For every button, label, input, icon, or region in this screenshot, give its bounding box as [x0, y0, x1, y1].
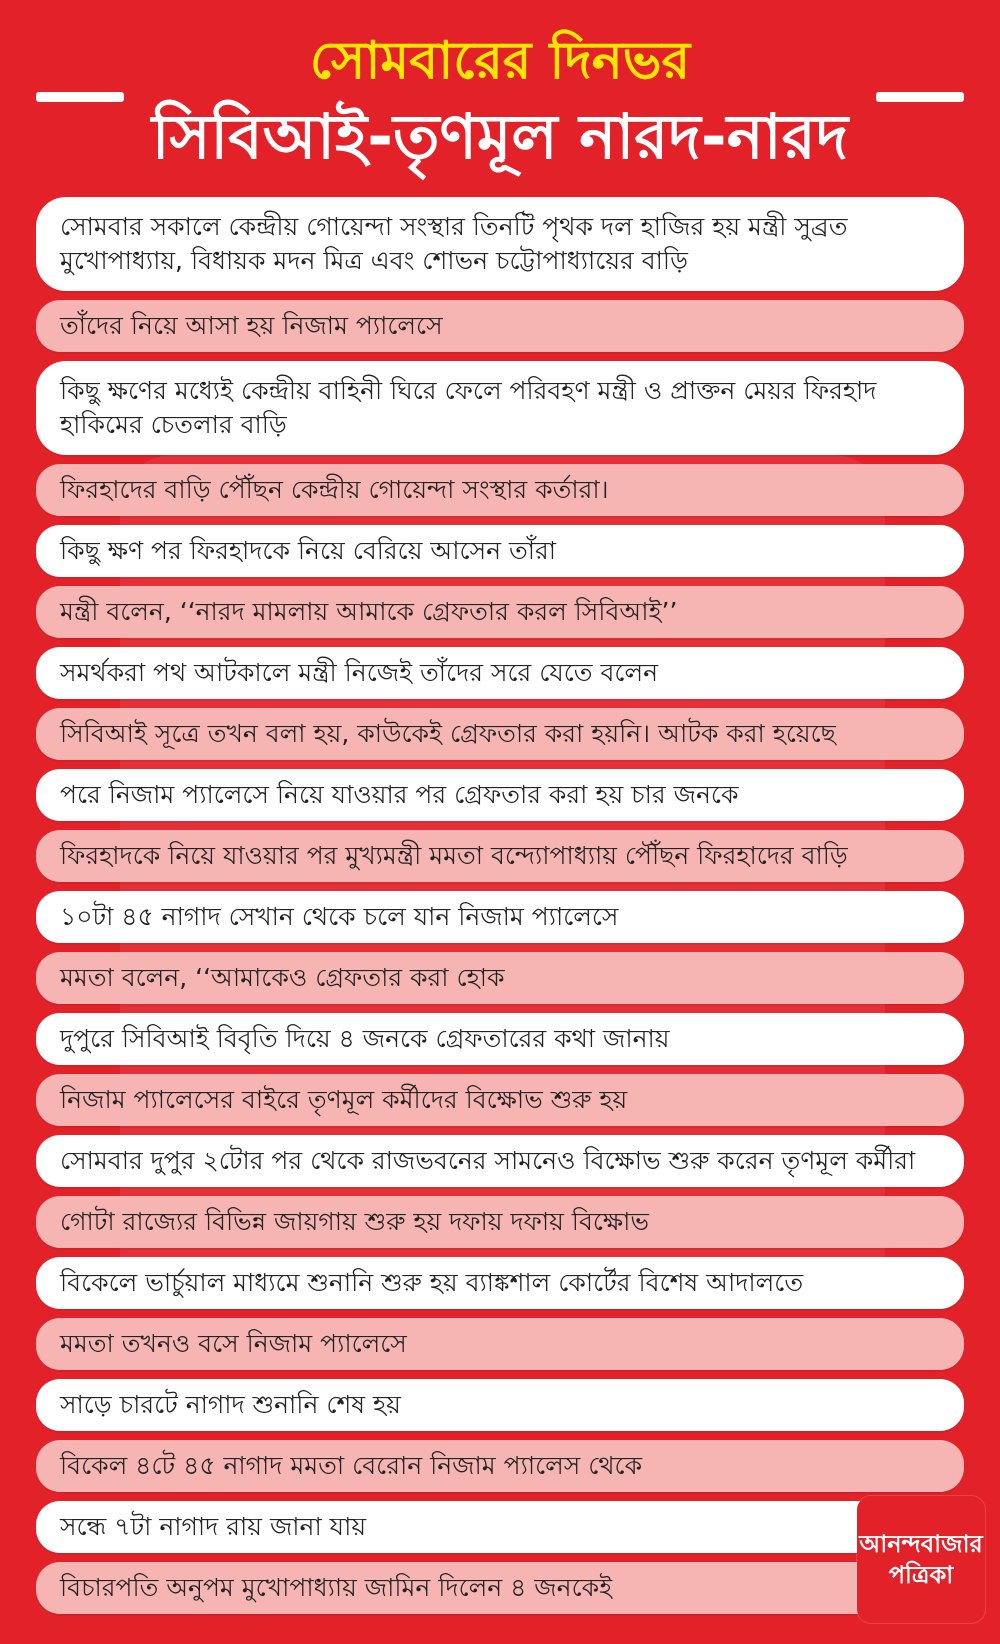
timeline-item-text: তাঁদের নিয়ে আসা হয় নিজাম প্যালেসে: [60, 311, 443, 340]
timeline-item-text: কিছু ক্ষণ পর ফিরহাদকে নিয়ে বেরিয়ে আসেন তাঁরা: [60, 536, 556, 565]
timeline-item-text: সন্ধে ৭টা নাগাদ রায় জানা যায়: [60, 1512, 367, 1541]
timeline-item: [36, 1379, 964, 1431]
timeline-item-text: সোমবার দুপুর ২টোর পর থেকে রাজভবনের সামনেও বিক্ষোভ শুরু করেন তৃণমূল কর্মীরা: [60, 1146, 916, 1175]
timeline-item-text: বিকেল ৪টে ৪৫ নাগাদ মমতা বেরোন নিজাম প্যালেস থেকে: [60, 1451, 643, 1480]
timeline-item-text: কিছু ক্ষণের মধ্যেই কেন্দ্রীয় বাহিনী ঘিরে ফেলে পরিবহণ মন্ত্রী ও প্রাক্তন মেয়র ফিরহাদ হাকিমের চেতলার বাড়ি: [60, 376, 877, 439]
timeline-list: [36, 197, 964, 1623]
timeline-item: [36, 1135, 964, 1187]
timeline-item-text: মন্ত্রী বলেন, ‘‘নারদ মামলায় আমাকে গ্রেফতার করল সিবিআই’’: [60, 597, 678, 626]
anandabazar-logo: [857, 1496, 985, 1623]
timeline-item-text: সিবিআই সূত্রে তখন বলা হয়, কাউকেই গ্রেফতার করা হয়নি। আটক করা হয়েছে: [60, 719, 836, 748]
timeline-item-text: দুপুরে সিবিআই বিবৃতি দিয়ে ৪ জনকে গ্রেফতারের কথা জানায়: [60, 1024, 670, 1053]
timeline-item: [36, 647, 964, 699]
timeline-item: [36, 361, 964, 455]
logo-line-1: আনন্দবাজার: [859, 1529, 983, 1558]
timeline-item: [36, 708, 964, 760]
timeline-item-text: ফিরহাদকে নিয়ে যাওয়ার পর মুখ্যমন্ত্রী মমতা বন্দ্যোপাধ্যায় পৌঁছন ফিরহাদের বাড়ি: [60, 841, 848, 870]
page-title: সিবিআই-তৃণমূল নারদ-নারদ: [151, 100, 849, 173]
timeline-item: [36, 300, 964, 352]
timeline-item: [36, 1501, 964, 1553]
timeline-item-text: গোটা রাজ্যের বিভিন্ন জায়গায় শুরু হয় দফায় দফায় বিক্ষোভ: [60, 1207, 650, 1236]
timeline-item: [36, 1196, 964, 1248]
timeline-item-text: বিচারপতি অনুপম মুখোপাধ্যায় জামিন দিলেন ৪ জনকেই: [60, 1573, 613, 1602]
timeline-item: [36, 769, 964, 821]
timeline-item-text: পরে নিজাম প্যালেসে নিয়ে যাওয়ার পর গ্রেফতার করা হয় চার জনকে: [60, 780, 739, 809]
timeline-item: [36, 1440, 964, 1492]
timeline-item: [36, 952, 964, 1004]
logo-line-2: পত্রিকা: [888, 1560, 954, 1589]
timeline-item: [36, 1318, 964, 1370]
timeline-item-text: সমর্থকরা পথ আটকালে মন্ত্রী নিজেই তাঁদের সরে যেতে বলেন: [60, 658, 659, 687]
timeline-item: [36, 891, 964, 943]
timeline-item: [36, 1013, 964, 1065]
timeline-item-text: ১০টা ৪৫ নাগাদ সেখান থেকে চলে যান নিজাম প্যালেসে: [60, 902, 619, 931]
timeline-item-text: নিজাম প্যালেসের বাইরে তৃণমূল কর্মীদের বিক্ষোভ শুরু হয়: [60, 1085, 628, 1114]
timeline-item-text: সোমবার সকালে কেন্দ্রীয় গোয়েন্দা সংস্থার তিনটি পৃথক দল হাজির হয় মন্ত্রী সুব্রত মুখোপাধ্যায়, বিধায়ক মদন মিত্র এবং শোভন চট্টোপাধ্যায়ের বাড়ি: [60, 212, 848, 275]
timeline-item: [36, 1074, 964, 1126]
timeline-item: [36, 197, 964, 291]
timeline-item-text: বিকেলে ভার্চুয়াল মাধ্যমে শুনানি শুরু হয় ব্যাঙ্কশাল কোর্টের বিশেষ আদালতে: [60, 1268, 804, 1297]
timeline-item: [36, 586, 964, 638]
infographic-header: [0, 0, 1000, 180]
timeline-item-text: সাড়ে চারটে নাগাদ শুনানি শেষ হয়: [60, 1390, 401, 1419]
timeline-item-text: ফিরহাদের বাড়ি পৌঁছন কেন্দ্রীয় গোয়েন্দা সংস্থার কর্তারা।: [60, 475, 609, 504]
timeline-item: [36, 1562, 964, 1614]
timeline-item: [36, 1257, 964, 1309]
timeline-item: [36, 464, 964, 516]
timeline-item: [36, 525, 964, 577]
timeline-item: [36, 830, 964, 882]
timeline-item-text: মমতা তখনও বসে নিজাম প্যালেসে: [60, 1329, 407, 1358]
subtitle: সোমবারের দিনভর: [309, 31, 691, 91]
timeline-item-text: মমতা বলেন, ‘‘আমাকেও গ্রেফতার করা হোক: [60, 963, 505, 992]
